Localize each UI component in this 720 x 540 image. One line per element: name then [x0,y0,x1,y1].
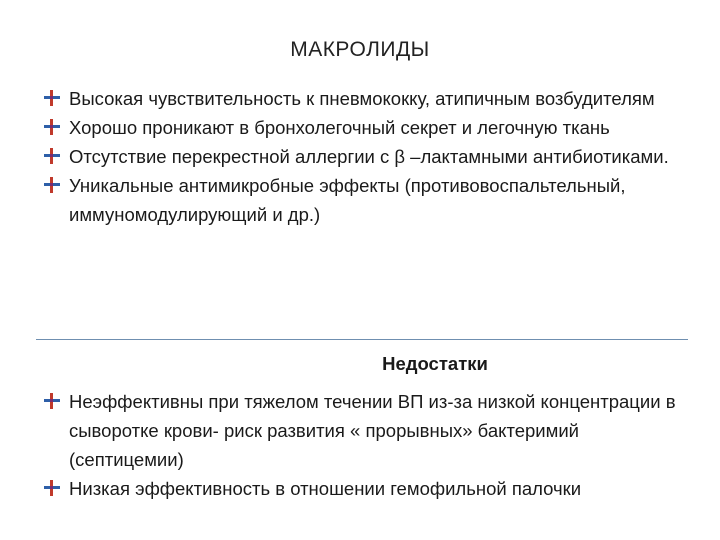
arrow-bullet-icon [44,393,60,409]
list-item [44,171,684,229]
arrow-bullet-icon [44,90,60,106]
list-item-text: Отсутствие перекрестной аллергии с β –лактамными антибиотиками. [69,146,669,167]
list-item-text: Уникальные антимикробные эффекты (противовоспальтельный, иммуномодулирующий и др.) [69,175,626,225]
disadvantages-heading: Недостатки [382,353,488,374]
arrow-bullet-icon [44,480,60,496]
section-divider [36,339,688,340]
list-item-text: Хорошо проникают в бронхолегочный секрет и легочную ткань [69,117,610,138]
list-item-text: Высокая чувствительность к пневмококку, атипичным возбудителям [69,88,655,109]
arrow-bullet-icon [44,119,60,135]
disadvantages-list [44,387,684,503]
slide-title: МАКРОЛИДЫ [290,38,430,61]
list-item-text: Низкая эффективность в отношении гемофильной палочки [69,478,582,499]
list-item [44,474,684,503]
list-item [44,113,684,142]
list-item-text: Неэффективны при тяжелом течении ВП из-за низкой концентрации в сыворотке крови- риск развития « прорывных» бактеримий (септицемии) [69,391,676,470]
list-item [44,84,684,113]
arrow-bullet-icon [44,177,60,193]
list-item [44,387,684,474]
advantages-list [44,84,684,229]
list-item [44,142,684,171]
arrow-bullet-icon [44,148,60,164]
